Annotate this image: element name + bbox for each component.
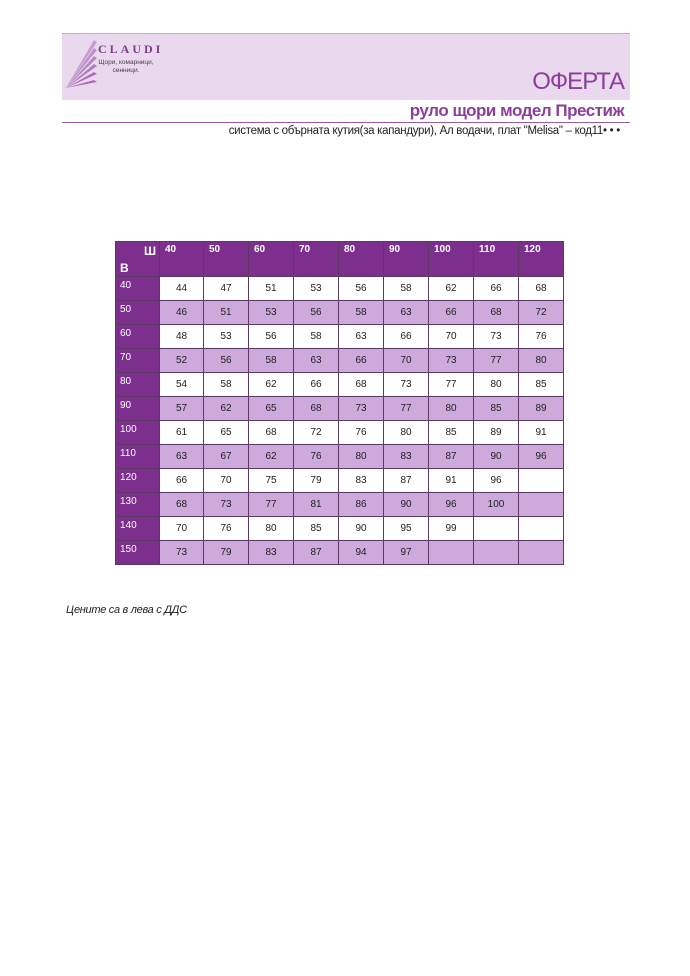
price-cell: 73: [339, 397, 384, 421]
price-cell: 73: [429, 349, 474, 373]
price-cell: 63: [384, 301, 429, 325]
price-cell: 83: [339, 469, 384, 493]
height-header-cell: 70: [116, 349, 160, 373]
price-cell: 67: [204, 445, 249, 469]
table-row: [116, 301, 564, 325]
price-cell: 77: [429, 373, 474, 397]
price-cell: 87: [294, 541, 339, 565]
height-header-cell: 150: [116, 541, 160, 565]
price-cell: 52: [160, 349, 204, 373]
width-header-cell: 70: [294, 242, 339, 277]
price-cell: 77: [474, 349, 519, 373]
price-cell: 81: [294, 493, 339, 517]
height-header-cell: 120: [116, 469, 160, 493]
price-cell: 76: [204, 517, 249, 541]
price-cell: 85: [294, 517, 339, 541]
price-cell: 66: [429, 301, 474, 325]
price-cell: 53: [204, 325, 249, 349]
price-cell: 63: [294, 349, 339, 373]
price-cell: 65: [249, 397, 294, 421]
price-cell: 80: [429, 397, 474, 421]
table-row: [116, 397, 564, 421]
price-cell: 73: [160, 541, 204, 565]
table-corner-cell: [116, 242, 160, 277]
height-header-cell: 90: [116, 397, 160, 421]
price-cell: 77: [384, 397, 429, 421]
price-cell: 73: [204, 493, 249, 517]
price-cell: 91: [519, 421, 564, 445]
price-cell: 68: [339, 373, 384, 397]
table-row: [116, 541, 564, 565]
price-cell: 70: [204, 469, 249, 493]
price-cell: 63: [339, 325, 384, 349]
width-header-cell: 120: [519, 242, 564, 277]
price-cell: 91: [429, 469, 474, 493]
product-title: рулo щори модел Престиж: [409, 101, 624, 120]
price-cell: 44: [160, 277, 204, 301]
price-cell: 90: [384, 493, 429, 517]
width-header-cell: 100: [429, 242, 474, 277]
price-cell: 46: [160, 301, 204, 325]
price-cell: 66: [384, 325, 429, 349]
height-symbol: В: [120, 261, 129, 275]
width-header-cell: 80: [339, 242, 384, 277]
price-cell: [519, 541, 564, 565]
price-cell: 54: [160, 373, 204, 397]
price-cell: 89: [474, 421, 519, 445]
system-description: система с обърната кутия(за капандури), Ал водачи, плат "Melisa" – код11• • •: [228, 125, 620, 137]
price-cell: 96: [474, 469, 519, 493]
price-cell: 62: [249, 373, 294, 397]
price-cell: 83: [384, 445, 429, 469]
price-table: [115, 241, 564, 565]
price-cell: 100: [474, 493, 519, 517]
price-cell: 79: [294, 469, 339, 493]
price-cell: 80: [474, 373, 519, 397]
price-cell: 62: [204, 397, 249, 421]
price-cell: 47: [204, 277, 249, 301]
height-header-cell: 80: [116, 373, 160, 397]
price-cell: 83: [249, 541, 294, 565]
price-cell: [429, 541, 474, 565]
width-header-cell: 50: [204, 242, 249, 277]
height-header-cell: 130: [116, 493, 160, 517]
price-cell: 68: [249, 421, 294, 445]
company-logo: [64, 36, 164, 96]
width-header-cell: 110: [474, 242, 519, 277]
price-cell: 51: [204, 301, 249, 325]
table-row: [116, 445, 564, 469]
price-cell: 86: [339, 493, 384, 517]
price-cell: 53: [249, 301, 294, 325]
price-cell: [474, 541, 519, 565]
price-cell: 48: [160, 325, 204, 349]
price-cell: 68: [519, 277, 564, 301]
table-header-row: [116, 242, 564, 277]
table-row: [116, 493, 564, 517]
price-cell: 90: [339, 517, 384, 541]
price-cell: 51: [249, 277, 294, 301]
price-cell: 85: [429, 421, 474, 445]
width-header-cell: 90: [384, 242, 429, 277]
price-cell: 80: [519, 349, 564, 373]
price-cell: 72: [294, 421, 339, 445]
price-cell: 56: [204, 349, 249, 373]
header-divider-top: [62, 33, 630, 34]
price-cell: [474, 517, 519, 541]
price-cell: 61: [160, 421, 204, 445]
price-cell: 99: [429, 517, 474, 541]
price-cell: 80: [384, 421, 429, 445]
price-cell: 79: [204, 541, 249, 565]
price-cell: 63: [160, 445, 204, 469]
price-cell: 77: [249, 493, 294, 517]
table-row: [116, 469, 564, 493]
table-row: [116, 277, 564, 301]
brand-tagline: Щори, комарници, сенници.: [98, 59, 154, 74]
price-cell: 66: [474, 277, 519, 301]
brand-name: CLAUDI: [98, 42, 164, 56]
price-cell: 73: [384, 373, 429, 397]
table-row: [116, 349, 564, 373]
price-cell: 53: [294, 277, 339, 301]
price-cell: 70: [160, 517, 204, 541]
price-cell: 66: [294, 373, 339, 397]
price-cell: 70: [384, 349, 429, 373]
table-row: [116, 373, 564, 397]
price-cell: 66: [339, 349, 384, 373]
price-cell: 58: [294, 325, 339, 349]
price-cell: 85: [519, 373, 564, 397]
height-header-cell: 60: [116, 325, 160, 349]
price-cell: 62: [429, 277, 474, 301]
price-cell: 68: [474, 301, 519, 325]
price-cell: 58: [249, 349, 294, 373]
price-cell: 73: [474, 325, 519, 349]
width-header-cell: 60: [249, 242, 294, 277]
price-cell: 80: [249, 517, 294, 541]
price-cell: 58: [384, 277, 429, 301]
price-cell: 97: [384, 541, 429, 565]
price-cell: [519, 517, 564, 541]
price-cell: 76: [294, 445, 339, 469]
price-cell: [519, 493, 564, 517]
price-cell: 57: [160, 397, 204, 421]
table-row: [116, 421, 564, 445]
price-cell: 66: [160, 469, 204, 493]
price-note: Цените са в лева с ДДС: [66, 604, 187, 616]
price-cell: 72: [519, 301, 564, 325]
table-row: [116, 517, 564, 541]
price-cell: 94: [339, 541, 384, 565]
price-cell: 70: [429, 325, 474, 349]
price-cell: 56: [294, 301, 339, 325]
price-cell: 90: [474, 445, 519, 469]
price-cell: 68: [160, 493, 204, 517]
price-cell: 76: [339, 421, 384, 445]
price-cell: 95: [384, 517, 429, 541]
height-header-cell: 50: [116, 301, 160, 325]
width-symbol: Ш: [143, 244, 156, 258]
offer-title: ОФЕРТА: [532, 68, 624, 95]
price-cell: 62: [249, 445, 294, 469]
height-header-cell: 140: [116, 517, 160, 541]
price-cell: 80: [339, 445, 384, 469]
header-divider-bottom: [62, 122, 630, 123]
height-header-cell: 100: [116, 421, 160, 445]
price-cell: 56: [249, 325, 294, 349]
price-cell: 65: [204, 421, 249, 445]
height-header-cell: 110: [116, 445, 160, 469]
price-cell: 85: [474, 397, 519, 421]
price-cell: 96: [519, 445, 564, 469]
height-header-cell: 40: [116, 277, 160, 301]
price-cell: 75: [249, 469, 294, 493]
price-cell: 89: [519, 397, 564, 421]
price-cell: 96: [429, 493, 474, 517]
price-cell: 56: [339, 277, 384, 301]
price-cell: 87: [429, 445, 474, 469]
price-cell: [519, 469, 564, 493]
price-cell: 58: [339, 301, 384, 325]
table-row: [116, 325, 564, 349]
price-cell: 58: [204, 373, 249, 397]
price-cell: 76: [519, 325, 564, 349]
width-header-cell: 40: [160, 242, 204, 277]
price-cell: 68: [294, 397, 339, 421]
price-cell: 87: [384, 469, 429, 493]
